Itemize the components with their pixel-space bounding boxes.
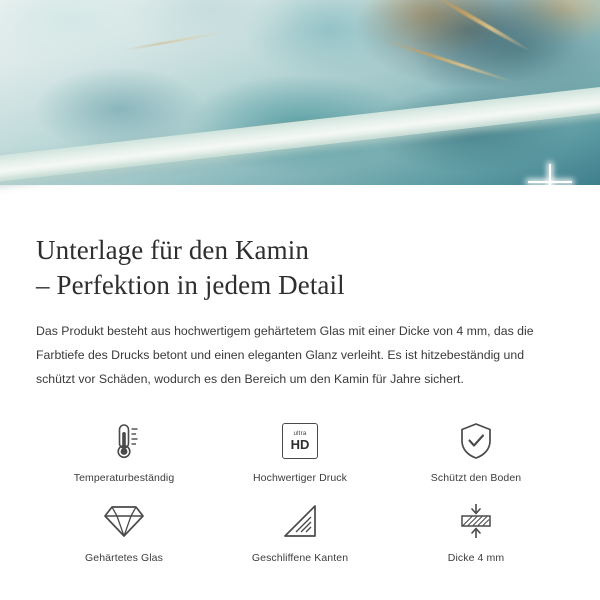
- feature-tempered-glass: [36, 498, 212, 564]
- ultra-hd-badge-top: ultra: [293, 429, 307, 437]
- glass-panel-edge: [0, 120, 600, 215]
- text-content: [0, 215, 600, 392]
- page-title: [36, 233, 564, 302]
- thermometer-icon: [103, 418, 145, 464]
- feature-protects-floor: [388, 418, 564, 484]
- shield-check-icon: [455, 418, 497, 464]
- polished-edges-icon: [280, 498, 320, 544]
- thickness-icon: [454, 498, 498, 544]
- page-title-line-1: Unterlage für den Kamin: [36, 235, 309, 265]
- feature-label: Temperaturbeständig: [73, 472, 175, 484]
- feature-label: Schützt den Boden: [430, 472, 522, 484]
- diamond-icon: [102, 498, 146, 544]
- feature-label: Gehärtetes Glas: [85, 552, 163, 564]
- feature-thickness: [388, 498, 564, 564]
- feature-temperature-resistant: [36, 418, 212, 484]
- ultra-hd-badge-bottom: HD: [290, 437, 310, 453]
- feature-label: Geschliffene Kanten: [251, 552, 349, 564]
- feature-label: Dicke 4 mm: [447, 552, 505, 564]
- hero-image: [0, 0, 600, 215]
- sparkle-small-icon: [560, 186, 582, 208]
- feature-grid: [36, 418, 564, 564]
- product-description: Das Produkt besteht aus hochwertigem gehärtetem Glas mit einer Dicke von 4 mm, das die Farbtiefe des Drucks betont und einen eleganten Glanz verleiht. Es ist hitzebeständig und schützt vor Schäden, wodurch es den Bereich um den Kamin für Jahre sichert.: [36, 324, 534, 387]
- feature-label: Hochwertiger Druck: [253, 472, 347, 484]
- ultra-hd-icon: [282, 418, 318, 464]
- feature-high-quality-print: [212, 418, 388, 484]
- feature-polished-edges: [212, 498, 388, 564]
- page-title-line-2: – Perfektion in jedem Detail: [36, 269, 345, 300]
